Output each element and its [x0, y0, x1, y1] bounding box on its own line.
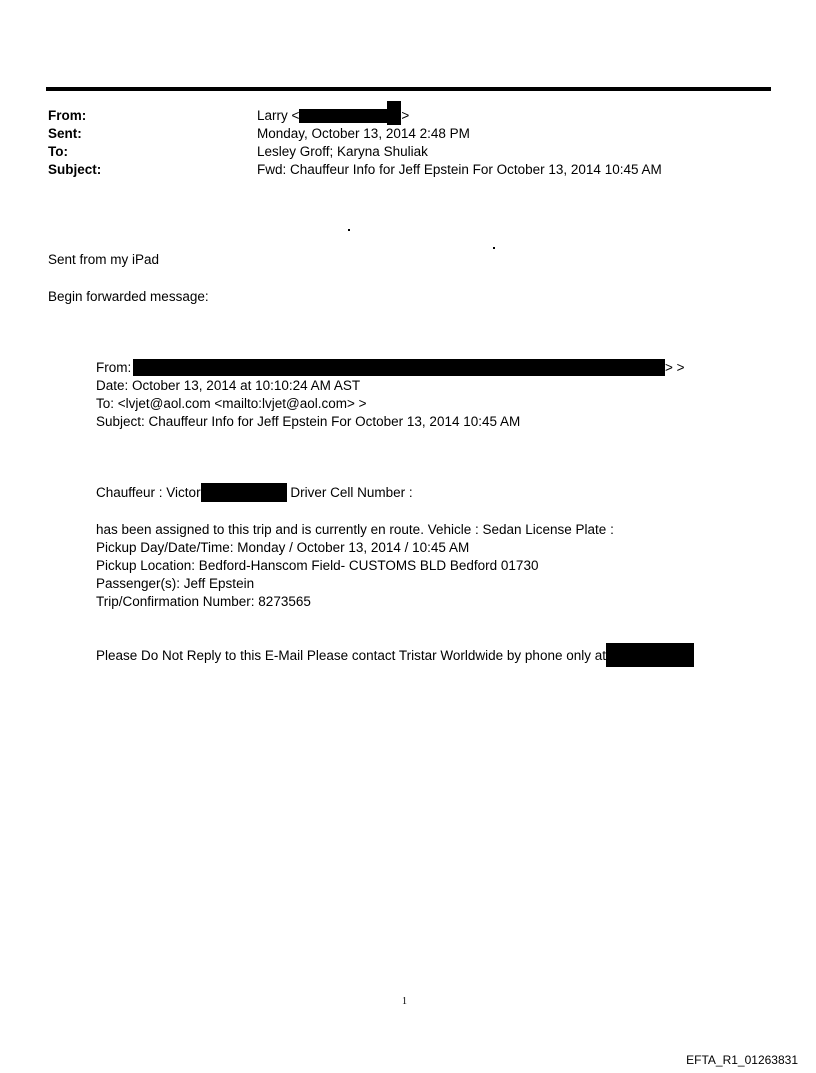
header-rule	[46, 87, 771, 91]
redaction-bar	[133, 359, 665, 376]
subject-value: Fwd: Chauffeur Info for Jeff Epstein For October 13, 2014 10:45 AM	[257, 162, 662, 177]
from-value	[257, 107, 409, 125]
sent-value: Monday, October 13, 2014 2:48 PM	[257, 126, 470, 141]
from-close-bracket: >	[401, 108, 410, 123]
do-not-reply-text: Please Do Not Reply to this E-Mail Please contact Tristar Worldwide by phone only at	[96, 648, 606, 663]
redaction-bar	[606, 643, 694, 667]
pickup-location-line: Pickup Location: Bedford-Hanscom Field- CUSTOMS BLD Bedford 01730	[96, 558, 539, 573]
from-label: From:	[48, 108, 87, 123]
forwarded-subject-line: Subject: Chauffeur Info for Jeff Epstein For October 13, 2014 10:45 AM	[96, 414, 521, 429]
do-not-reply-line	[96, 647, 694, 667]
forwarded-date-line: Date: October 13, 2014 at 10:10:24 AM AST	[96, 378, 361, 393]
redaction-bar	[387, 101, 401, 125]
forwarded-from-line	[96, 359, 685, 377]
redaction-bar	[299, 109, 389, 123]
redaction-bar	[201, 483, 287, 502]
from-open-bracket: <	[291, 108, 300, 123]
driver-cell-label: Driver Cell Number :	[290, 485, 413, 500]
forwarded-to-line: To: <lvjet@aol.com <mailto:lvjet@aol.com> >	[96, 396, 367, 411]
forwarded-from-label: From:	[96, 360, 132, 375]
forwarded-from-close: > >	[665, 360, 685, 375]
stray-mark	[493, 247, 495, 249]
page-number: 1	[402, 996, 407, 1007]
begin-forwarded-line: Begin forwarded message:	[48, 289, 209, 304]
stray-mark	[348, 229, 350, 231]
sent-label: Sent:	[48, 126, 82, 141]
to-label: To:	[48, 144, 68, 159]
chauffeur-line	[96, 484, 413, 502]
assigned-line: has been assigned to this trip and is currently en route. Vehicle : Sedan License Plate :	[96, 522, 614, 537]
from-name: Larry	[257, 108, 288, 123]
passengers-line: Passenger(s): Jeff Epstein	[96, 576, 255, 591]
confirmation-line: Trip/Confirmation Number: 8273565	[96, 594, 311, 609]
document-id: EFTA_R1_01263831	[686, 1053, 798, 1067]
chauffeur-prefix: Chauffeur : Victor	[96, 485, 201, 500]
sent-from-line: Sent from my iPad	[48, 252, 160, 267]
subject-label: Subject:	[48, 162, 102, 177]
pickup-datetime-line: Pickup Day/Date/Time: Monday / October 13, 2014 / 10:45 AM	[96, 540, 470, 555]
to-value: Lesley Groff; Karyna Shuliak	[257, 144, 428, 159]
